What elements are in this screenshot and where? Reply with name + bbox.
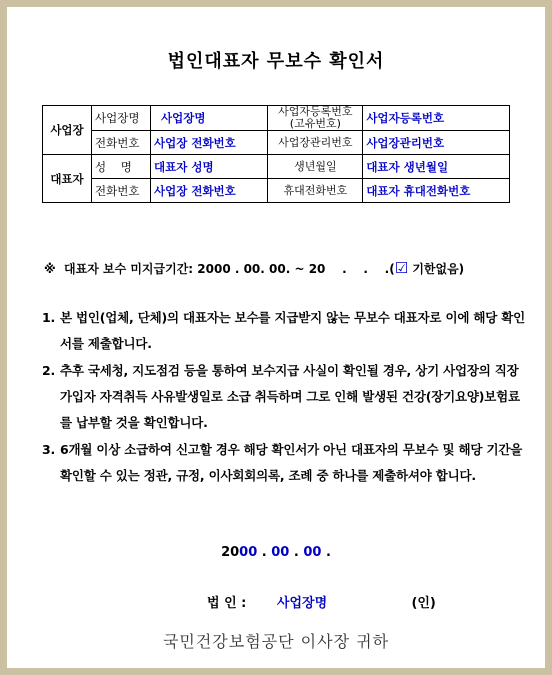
statement-list xyxy=(42,305,527,490)
label-business-mgmt-no: 사업장관리번호 xyxy=(268,131,363,155)
document-sheet xyxy=(7,7,545,668)
value-business-reg-no[interactable]: 사업자등록번호 xyxy=(363,106,510,131)
statement-num: 2. xyxy=(42,363,56,378)
notice-no-deadline-label: 기한없음) xyxy=(408,262,465,276)
label-business-reg-no-text: 사업자등록번호 (고유번호) xyxy=(278,105,353,130)
statement-item-2 xyxy=(42,358,527,436)
value-rep-phone[interactable]: 사업장 전화번호 xyxy=(151,179,268,203)
statement-text: 6개월 이상 소급하여 신고할 경우 해당 확인서가 아닌 대표자의 무보수 및 해당 기간을 확인할 수 있는 정관, 규정, 이사회회의록, 조례 중 하나를 제출하셔야 합니다. xyxy=(60,442,523,483)
corporation-signature xyxy=(207,592,436,611)
label-business-reg-no xyxy=(268,106,363,131)
statement-item-3 xyxy=(42,437,527,489)
notice-text: ※ 대표자 보수 미지급기간: 2000 . 00. 00. ~ 20 . . .( xyxy=(44,262,395,276)
value-business-phone[interactable]: 사업장 전화번호 xyxy=(151,131,268,155)
label-business-name: 사업장명 xyxy=(92,106,151,131)
value-rep-birth[interactable]: 대표자 생년월일 xyxy=(363,155,510,179)
no-deadline-checkbox-icon[interactable]: ☑ xyxy=(394,259,409,277)
label-rep-phone: 전화번호 xyxy=(92,179,151,203)
unpaid-period-notice xyxy=(44,259,464,277)
recipient-footer: 국민건강보험공단 이사장 귀하 xyxy=(162,632,390,651)
label-rep-mobile: 휴대전화번호 xyxy=(268,179,363,203)
corp-label: 법 인 : xyxy=(207,596,247,611)
statement-text: 추후 국세청, 지도점검 등을 통하여 보수지급 사실이 확인될 경우, 상기 사업장의 직장가입자 자격취득 사유발생일로 소급 취득하며 그로 인해 발생된 건강(장기요양)보험료를 납부할 것을 확인합니다. xyxy=(60,363,520,430)
statement-item-1 xyxy=(42,305,527,357)
value-business-mgmt-no[interactable]: 사업장관리번호 xyxy=(363,131,510,155)
date-day: 00 xyxy=(303,545,322,560)
date-month: 00 xyxy=(271,545,290,560)
document-title: 법인대표자 무보수 확인서 xyxy=(167,51,385,72)
group-business: 사업장 xyxy=(43,106,92,155)
label-rep-name: 성 명 xyxy=(92,155,151,179)
date-year: 00 xyxy=(239,545,258,560)
label-rep-birth: 생년월일 xyxy=(268,155,363,179)
statement-text: 본 법인(업체, 단체)의 대표자는 보수를 지급받지 않는 무보수 대표자로 이에 해당 확인서를 제출합니다. xyxy=(60,310,525,351)
label-business-phone: 전화번호 xyxy=(92,131,151,155)
statement-num: 1. xyxy=(42,310,56,325)
value-rep-mobile[interactable]: 대표자 휴대전화번호 xyxy=(363,179,510,203)
value-rep-name[interactable]: 대표자 성명 xyxy=(151,155,268,179)
group-rep: 대표자 xyxy=(43,155,92,203)
submit-date[interactable]: 2000 . 00 . 00 . xyxy=(221,545,331,560)
value-business-name[interactable]: 사업장명 xyxy=(151,106,268,131)
corp-seal: (인) xyxy=(411,596,436,611)
statement-num: 3. xyxy=(42,442,56,457)
date-prefix: 20 xyxy=(221,545,240,560)
info-table xyxy=(42,105,510,203)
corp-name[interactable]: 사업장명 xyxy=(276,596,328,611)
